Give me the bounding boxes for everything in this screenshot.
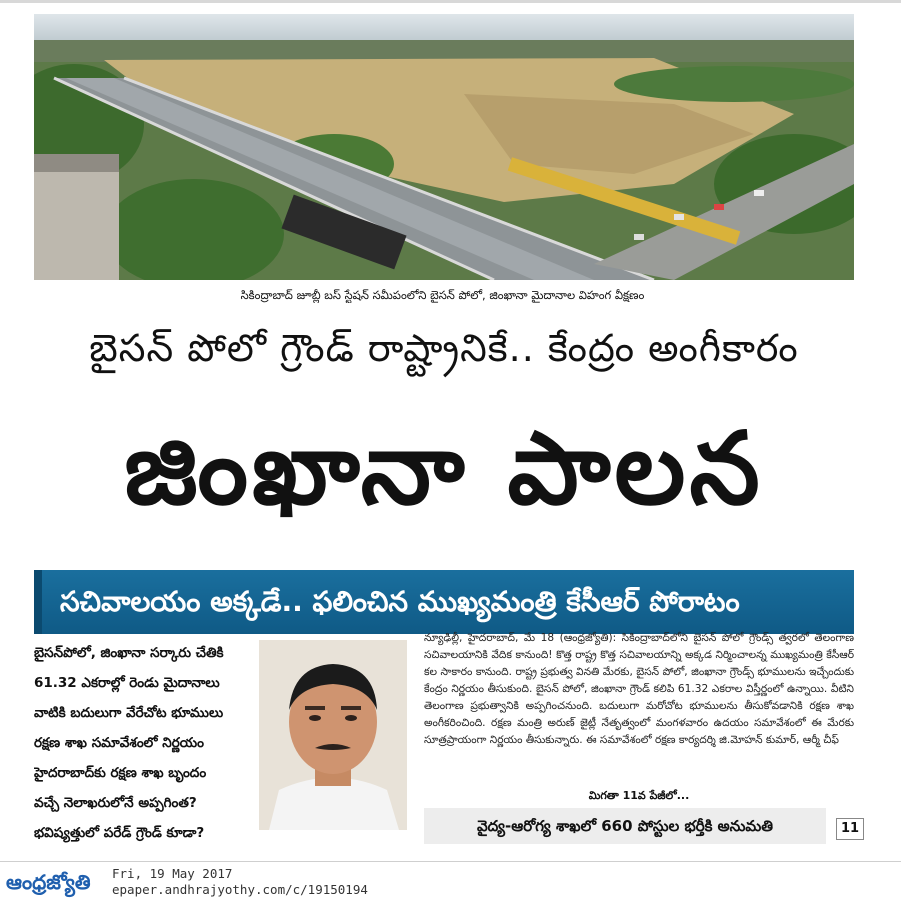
footer-url[interactable]: epaper.andhrajyothy.com/c/19150194 <box>112 882 368 897</box>
top-rule <box>0 0 901 3</box>
highlight-item: రక్షణ శాఖ సమావేశంలో నిర్ణయం <box>34 735 204 751</box>
footer-date: Fri, 19 May 2017 <box>112 866 233 881</box>
highlight-item: వచ్చే నెలాఖరులోనే అప్పగింత? <box>34 795 197 811</box>
kicker-headline: బైసన్ పోలో గ్రౌండ్ రాష్ట్రానికే.. కేంద్రం అంగీకారం <box>89 326 799 370</box>
main-headline: జింఖానా పాలన <box>124 410 764 527</box>
portrait-photo <box>259 640 407 830</box>
page-number-badge: 11 <box>836 818 864 840</box>
footer-divider <box>0 861 901 862</box>
strap-headline: సచివాలయం అక్కడే.. ఫలించిన ముఖ్యమంత్రి కేసీఆర్ పోరాటం <box>60 585 740 618</box>
highlight-item: హైదరాబాద్‌కు రక్షణ శాఖ బృందం <box>34 765 207 781</box>
highlight-item: భవిష్యత్తులో పరేడ్ గ్రౌండ్ కూడా? <box>34 825 205 841</box>
highlight-item: బైసన్‌పోలో, జింఖానా సర్కారు చేతికి <box>34 645 224 661</box>
highlights-list <box>34 638 244 848</box>
brand-logo[interactable]: ఆంధ్రజ్యోతి <box>6 870 91 894</box>
article-body: న్యూఢిల్లీ, హైదరాబాద్, మే 18 (ఆంధ్రజ్యోతి): సికింద్రాబాద్‌లోని బైసన్ పోలో గ్రౌండ్స్ త్వరలో తెలంగాణ సచివాలయానికి వేదిక కానుంది! కొత్త రాష్ట్ర కొత్త సచివాలయాన్ని అక్కడ నిర్మించాలన్న ముఖ్యమంత్రి కేసీఆర్ కల సాకారం కానుంది. రాష్ట్ర ప్రభుత్వ వినతి మేరకు, బైసన్ పోలో, జింఖానా గ్రౌండ్స్ భూములను ఇచ్చేందుకు కేంద్రం నిర్ణయం తీసుకుంది. బైసన్ పోలో, జింఖానా గ్రౌండ్ కలిపి 61.32 ఎకరాల విస్తీర్ణంలో ఉన్నాయి. వీటిని తెలంగాణ ప్రభుత్వానికి అప్పగించనుంది. బదులుగా మరోచోట భూములను తీసుకోవడానికి రక్షణ శాఖ అంగీకరించింది. రక్షణ మంత్రి అరుణ్ జైట్లీ నేతృత్వంలో మంగళవారం ఉదయం సమావేశంలో ఈ మేరకు సూత్రప్రాయంగా నిర్ణయం తీసుకున్నారు. ఈ సమావేశంలో రక్షణ కార్యదర్శి జి.మోహన్ కుమార్, ఆర్మీ చీఫ్ <box>424 632 854 746</box>
photo-caption: సికింద్రాబాద్ జూబ్లీ బస్ స్టేషన్ సమీపంలోని బైసన్ పోలో, జింఖానా మైదానాల విహంగ వీక్షణం <box>240 288 645 302</box>
highlight-item: వాటికి బదులుగా వేరేచోట భూములు <box>34 705 224 721</box>
strap-accent <box>34 570 42 634</box>
sub-headline-strip: వైద్య-ఆరోగ్య శాఖలో 660 పోస్టుల భర్తీకి అనుమతి <box>424 808 826 844</box>
highlight-item: 61.32 ఎకరాల్లో రెండు మైదానాలు <box>34 675 220 691</box>
blue-strap <box>34 570 854 634</box>
aerial-photo <box>34 14 854 280</box>
continued-note: మిగతా 11వ పేజీలో... <box>588 789 690 802</box>
